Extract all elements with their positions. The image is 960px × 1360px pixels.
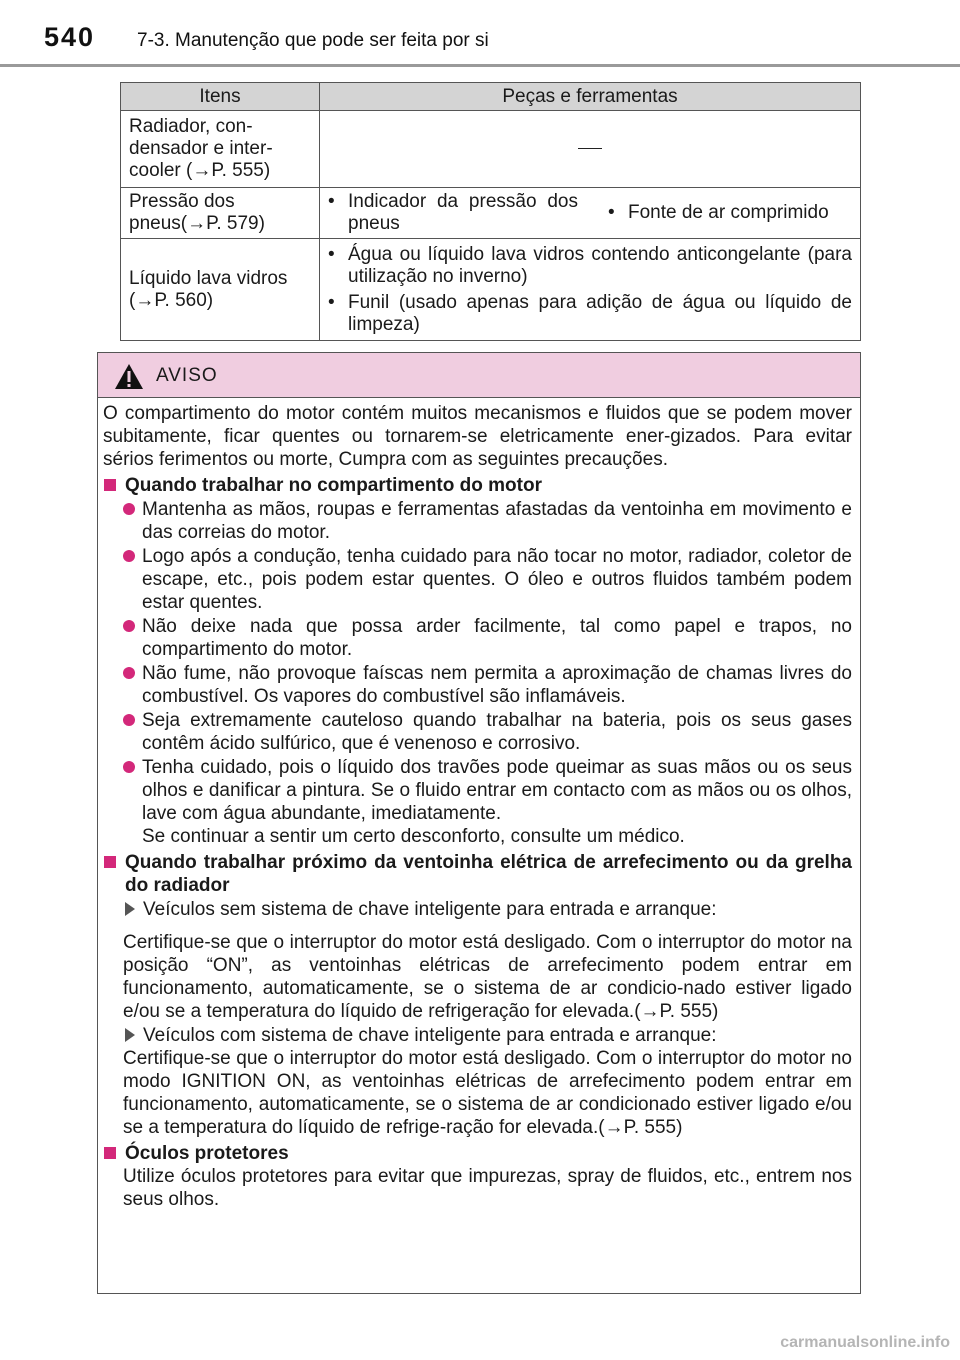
table-row-washer-fluid [121,239,861,341]
parts-entry: • Funil (usado apenas para adição de água ou líquido de limpeza) [328,291,852,335]
paragraph: Certifique-se que o interruptor do motor está desligado. Com o interruptor do motor no modo IGNITION ON, as ventoinhas elétricas de arrefecimento podem entrar em funcionamento, automaticamente, se o sistema de ar condicionado estiver ligado e/ou se a temperatura do líquido de refrige-ração for elevada.(→P. 555) [123,1048,852,1138]
column-header-parts: Peças e ferramentas [320,83,861,111]
item-cell [121,239,320,341]
warning-intro: O compartimento do motor contém muitos mecanismos e fluidos que se podem mover subitamente, ficar quentes ou tornarem-se eletricamente ener-gizados. Para evitar sérios ferimentos ou morte, Cumpra com as seguintes precauções. [103,403,852,470]
header-rule [0,64,960,67]
table-header-row [121,83,861,111]
bullet: • [608,202,615,223]
section-heading: Quando trabalhar no compartimento do motor [103,474,852,497]
table-row-radiator [121,111,861,188]
section-title: 7-3. Manutenção que pode ser feita por si [137,30,489,51]
parts-cell [320,239,861,341]
list-item: Mantenha as mãos, roupas e ferramentas afastadas da ventoinha em movimento e das correias do motor. [103,498,852,544]
paragraph: Utilize óculos protetores para evitar que impurezas, spray de fluidos, etc., entrem nos seus olhos. [123,1166,852,1210]
parts-entry: • Fonte de ar comprimido [608,202,829,223]
empty-dash [578,148,602,149]
item-line: pneus(→P. 579) [129,213,265,234]
parts-cell [320,188,861,239]
arrow-right-icon [125,902,135,916]
item-line: densador e inter- [129,138,273,159]
page-header [0,0,960,70]
arrow-right-icon [125,1028,135,1042]
parts-entry: • Indicador da pressão dos pneus [328,191,578,234]
warning-box [97,352,861,1294]
item-line: Pressão dos [129,191,235,212]
item-cell [121,111,320,188]
item-cell [121,188,320,239]
circle-bullet-icon [123,714,135,726]
bullet: • [328,291,335,313]
item-line: Líquido lava vidros [129,267,288,289]
list-item: Não deixe nada que possa arder facilmente, tal como papel e trapos, no compartimento do motor. [103,615,852,661]
square-bullet-icon [104,856,116,868]
square-bullet-icon [104,479,116,491]
section-heading: Óculos protetores [103,1142,852,1165]
warning-triangle-icon [114,363,144,390]
square-bullet-icon [104,1147,116,1159]
sub-heading: Veículos com sistema de chave inteligente para entrada e arranque: [103,1024,852,1047]
item-line: Radiador, con- [129,116,253,137]
list-item: Logo após a condução, tenha cuidado para não tocar no motor, radiador, coletor de escape, etc., pois podem estar quentes. O óleo e outros fluidos também podem estar quentes. [103,545,852,614]
watermark: carmanualsonline.info [780,1334,950,1351]
paragraph: Certifique-se que o interruptor do motor está desligado. Com o interruptor do motor na posição “ON”, as ventoinhas elétricas de arrefecimento podem entrar em funcionamento, automaticamente, se o sistema de ar condicio-nado estiver ligado e/ou se a temperatura do líquido de refrigeração for elevada.(→P. 555) [123,932,852,1022]
warning-header [98,353,860,398]
column-header-items: Itens [121,83,320,111]
warning-body [98,398,860,1211]
followup-text: Se continuar a sentir um certo desconforto, consulte um médico. [142,826,685,847]
item-line: (→P. 560) [129,289,214,311]
list-item: Não fume, não provoque faíscas nem permita a aproximação de chamas livres do combustível. Os vapores do combustível são inflamáveis. [103,662,852,708]
circle-bullet-icon [123,667,135,679]
page-number: 540 [44,22,96,52]
circle-bullet-icon [123,550,135,562]
circle-bullet-icon [123,503,135,515]
section-heading: Quando trabalhar próximo da ventoinha elétrica de arrefecimento ou da grelha do radiador [103,851,852,897]
bullet: • [328,243,335,265]
bullet: • [328,191,335,212]
tools-table [120,82,861,341]
circle-bullet-icon [123,620,135,632]
parts-cell [320,111,861,188]
list-item: Seja extremamente cauteloso quando trabalhar na bateria, pois os seus gases contêm ácido sulfúrico, que é venenoso e corrosivo. [103,709,852,755]
sub-heading: Veículos sem sistema de chave inteligente para entrada e arranque: [103,898,852,921]
parts-entry: • Água ou líquido lava vidros contendo anticongelante (para utilização no inverno) [328,243,852,287]
item-line: cooler (→P. 555) [129,160,271,181]
circle-bullet-icon [123,761,135,773]
list-item: Tenha cuidado, pois o líquido dos travões pode queimar as suas mãos ou os seus olhos e danificar a pintura. Se o fluido entrar em contacto com as mãos ou os olhos, lave com água abundante, imediatamente. [103,756,852,825]
table-row-tire-pressure [121,188,861,239]
warning-title: AVISO [156,365,218,386]
